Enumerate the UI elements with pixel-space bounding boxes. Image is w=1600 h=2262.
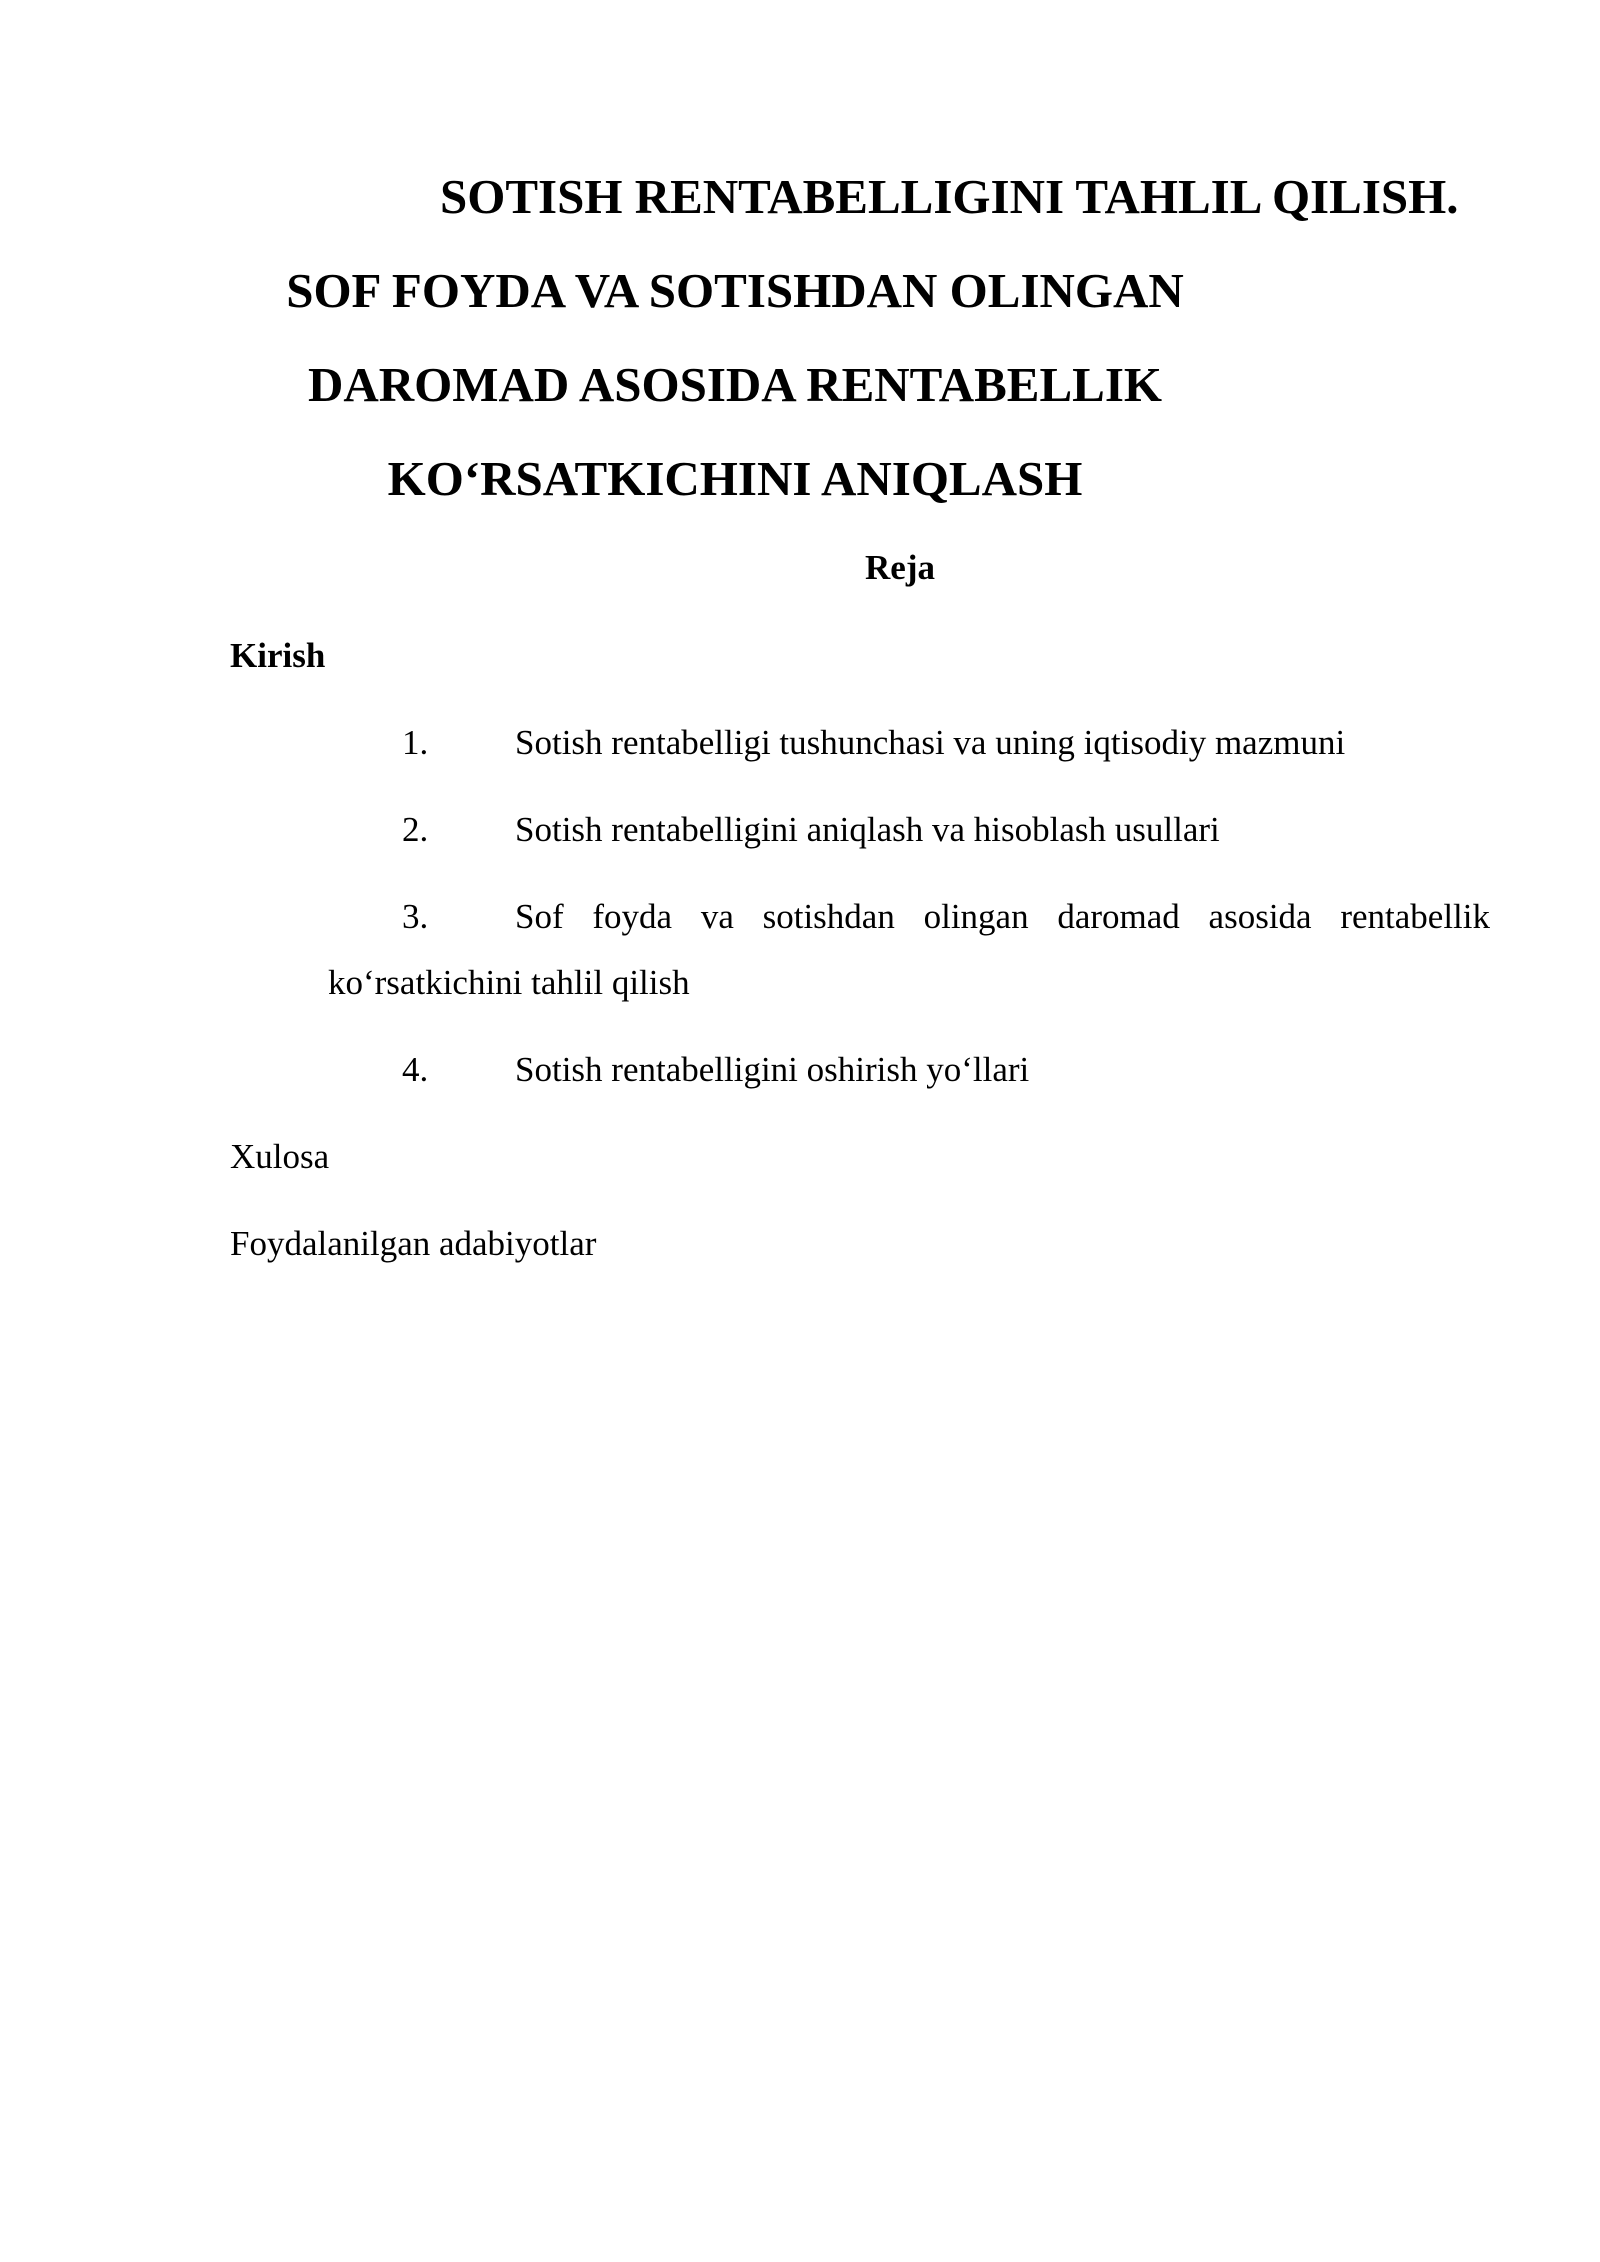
title-line-3: DAROMAD ASOSIDA RENTABELLIK [307,357,1163,412]
plan-heading: Reja [865,548,935,587]
title-line-2: SOF FOYDA VA SOTISHDAN OLINGAN [286,263,1184,318]
item-1-text: Sotish rentabelligi tushunchasi va uning iqtisodiy mazmuni [515,723,1346,762]
item-1-number: 1. [402,723,429,762]
conclusion-heading: Xulosa [230,1137,330,1176]
document-title [230,150,1490,526]
item-4-text: Sotish rentabelligini oshirish yo‘llari [515,1050,1030,1089]
title-line-1: SOTISH RENTABELLIGINI TAHLIL QILISH. [440,169,1459,224]
item-3-number: 3. [402,897,429,936]
item-3-text: Sof foyda va sotishdan olingan daromad asosida rentabellik [515,897,1490,936]
intro-heading: Kirish [230,636,326,675]
item-2-text: Sotish rentabelligini aniqlash va hisoblash usullari [515,810,1220,849]
references-heading: Foydalanilgan adabiyotlar [230,1224,597,1263]
item-4-number: 4. [402,1050,429,1089]
title-line-4: KO‘RSATKICHINI ANIQLASH [387,451,1083,506]
item-2-number: 2. [402,810,429,849]
item-3-continuation: ko‘rsatkichini tahlil qilish [328,963,690,1002]
